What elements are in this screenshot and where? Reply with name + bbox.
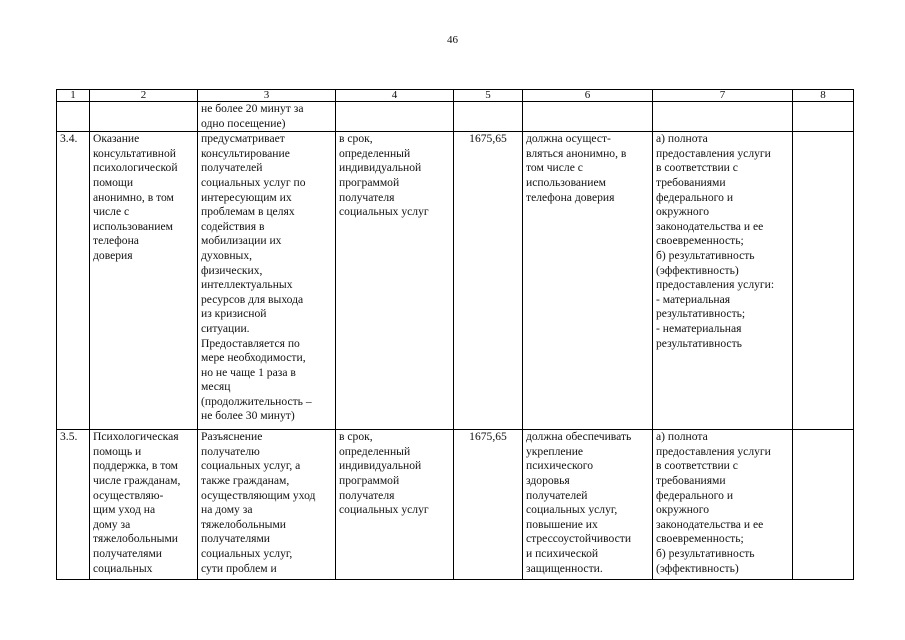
column-header: 8 [793,90,854,102]
cell-conditions: должна осущест- вляться анонимно, в том числе с использованием телефона доверия [523,132,653,430]
cell-indicators: а) полнота предоставления услуги в соответствии с требованиями федерального и окружного законодательства и ее своевременность; б) результативность (эффективность) предоставления услуги: - материальная результативность; - нематериальная результативность [653,132,793,430]
cell-number: 3.4. [57,132,90,430]
services-table [56,89,854,580]
column-header: 2 [90,90,198,102]
cell-name [90,102,198,132]
cell-conditions: должна обеспечивать укрепление психического здоровья получателей социальных услуг, повышение их стрессоустойчивости и психической защищенности. [523,430,653,580]
cell-indicators [653,102,793,132]
cell-description: не более 20 минут за одно посещение) [198,102,336,132]
cell-description: Разъяснение получателю социальных услуг, а также гражданам, осуществляющим уход на дому за тяжелобольными получателями социальных услуг, сути проблем и [198,430,336,580]
table-row-continuation [57,102,854,132]
table-row [57,430,854,580]
cell-col8 [793,132,854,430]
cell-price [454,102,523,132]
cell-col8 [793,102,854,132]
cell-number: 3.5. [57,430,90,580]
cell-term: в срок, определенный индивидуальной программой получателя социальных услуг [336,430,454,580]
column-header: 6 [523,90,653,102]
cell-name: Психологическая помощь и поддержка, в том числе гражданам, осуществляю- щим уход на дому за тяжелобольными получателями социальных [90,430,198,580]
cell-price: 1675,65 [454,132,523,430]
cell-price: 1675,65 [454,430,523,580]
cell-number [57,102,90,132]
cell-name: Оказание консультативной психологической помощи анонимно, в том числе с использованием телефона доверия [90,132,198,430]
column-header: 1 [57,90,90,102]
column-header: 4 [336,90,454,102]
column-header: 3 [198,90,336,102]
table-row [57,132,854,430]
cell-col8 [793,430,854,580]
cell-term [336,102,454,132]
cell-indicators: а) полнота предоставления услуги в соответствии с требованиями федерального и окружного законодательства и ее своевременность; б) результативность (эффективность) [653,430,793,580]
cell-description: предусматривает консультирование получателей социальных услуг по интересующим их проблемам в целях содействия в мобилизации их духовных, физических, интеллектуальных ресурсов для выхода из кризисной ситуации. Предоставляется по мере необходимости, но не чаще 1 раза в месяц (продолжительность – не более 30 минут) [198,132,336,430]
page-number: 46 [447,34,458,46]
cell-term: в срок, определенный индивидуальной программой получателя социальных услуг [336,132,454,430]
column-header: 7 [653,90,793,102]
table-header-row [57,90,854,102]
cell-conditions [523,102,653,132]
column-header: 5 [454,90,523,102]
